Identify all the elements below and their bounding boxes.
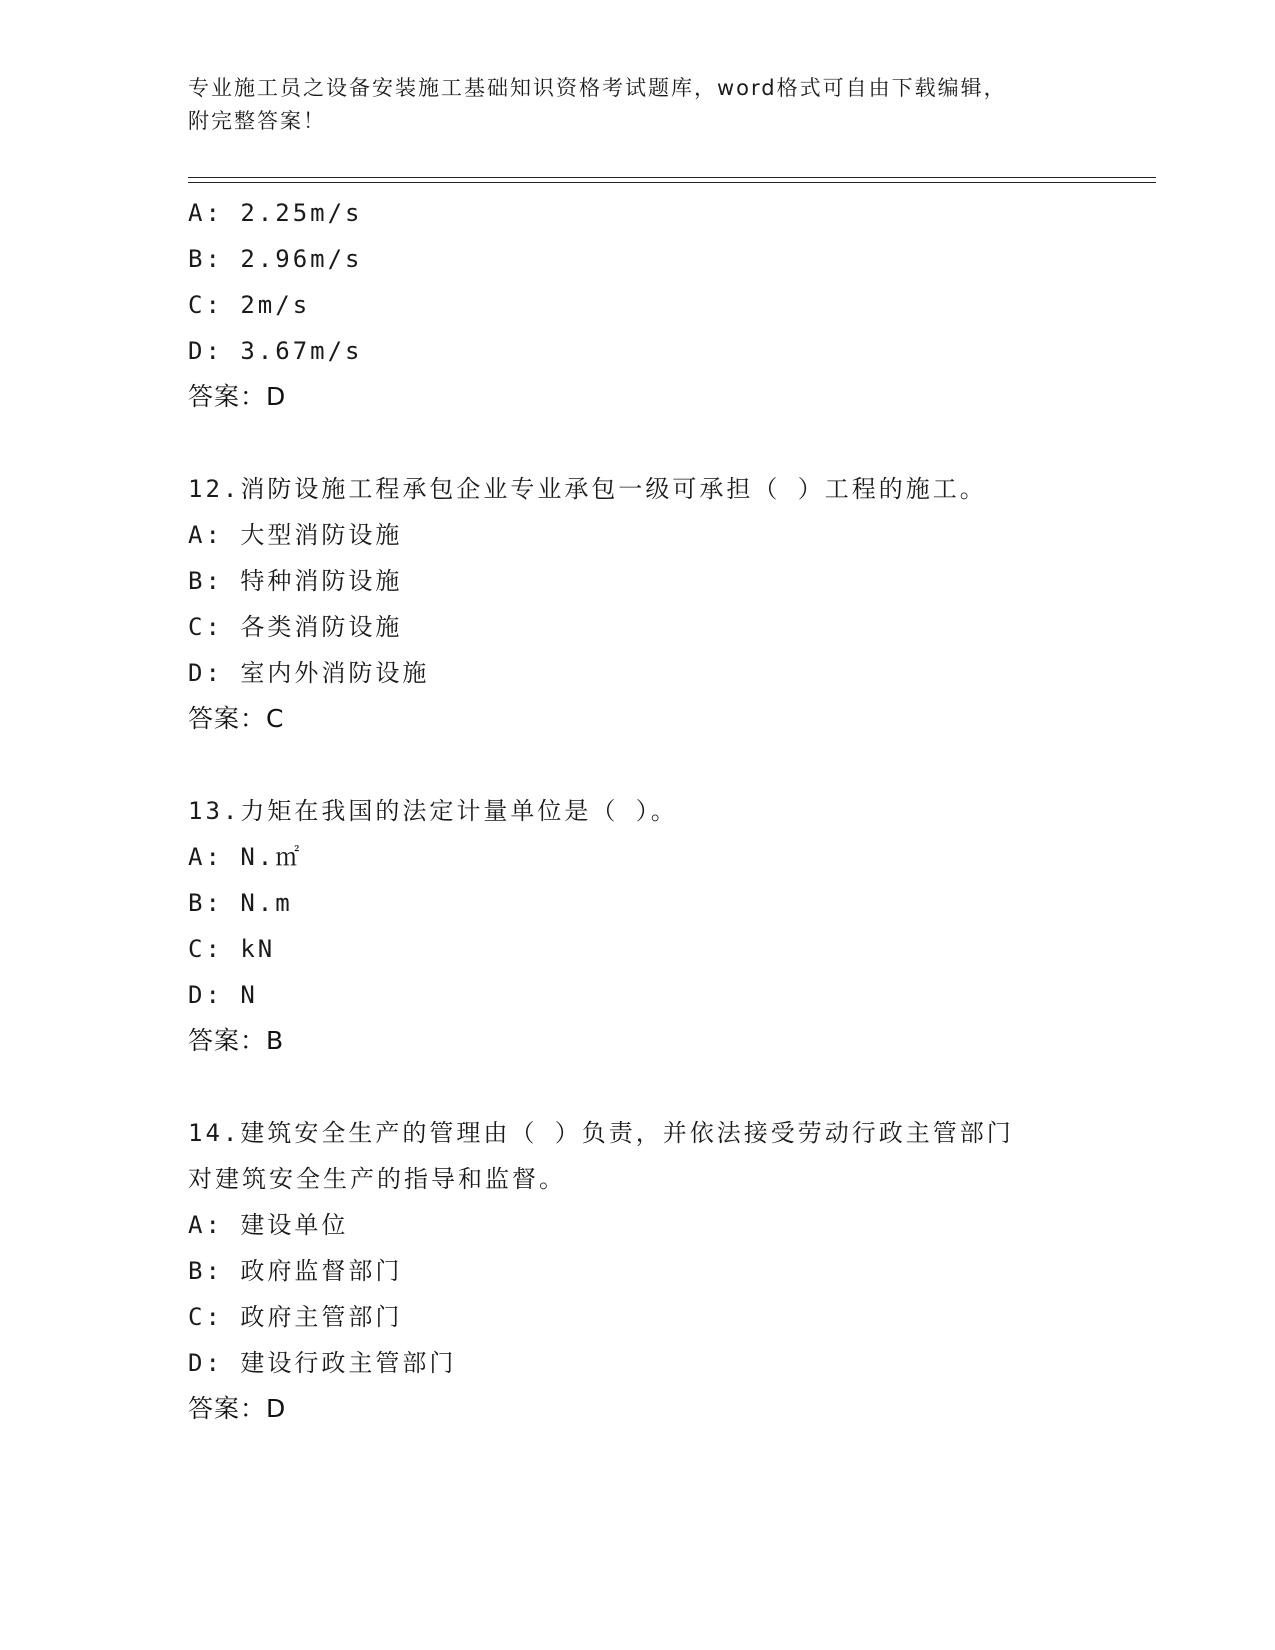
option-b: B: 特种消防设施 [188,567,403,595]
option-d: D: 室内外消防设施 [188,659,430,687]
option-a: A: 2.25m/s [188,199,363,227]
answer: 答案：D [188,382,287,411]
option-b: B: 2.96m/s [188,245,363,273]
option-b: B: N.m [188,889,293,917]
spacer [188,1064,1108,1110]
header-line-1: 专业施工员之设备安装施工基础知识资格考试题库，word格式可自由下载编辑， [188,76,1007,100]
header-double-rule [188,177,1156,183]
option-c: C: kN [188,935,276,963]
question-12 [188,466,1108,742]
question-text-line-2: 对建筑安全生产的指导和监督。 [188,1165,566,1193]
option-d: D: 3.67m/s [188,337,363,365]
question-text: 13.力矩在我国的法定计量单位是（ ）。 [188,797,678,825]
answer: 答案：D [188,1394,287,1423]
option-a: A: N.㎡ [188,843,303,871]
question-text: 12.消防设施工程承包企业专业承包一级可承担（ ）工程的施工。 [188,475,987,503]
option-a: A: 建设单位 [188,1211,349,1239]
option-c: C: 2m/s [188,291,311,319]
option-a: A: 大型消防设施 [188,521,403,549]
option-c: C: 各类消防设施 [188,613,403,641]
question-text-line-1: 14.建筑安全生产的管理由（ ）负责，并依法接受劳动行政主管部门 [188,1119,1014,1147]
question-13 [188,788,1108,1064]
option-c: C: 政府主管部门 [188,1303,403,1331]
option-d: D: 建设行政主管部门 [188,1349,457,1377]
question-list [188,190,1108,1432]
answer: 答案：B [188,1026,285,1055]
question-11 [188,190,1108,420]
option-d: D: N [188,981,258,1009]
answer: 答案：C [188,704,285,733]
document-header [188,72,1088,138]
spacer [188,420,1108,466]
question-14 [188,1110,1108,1432]
option-b: B: 政府监督部门 [188,1257,403,1285]
header-line-2: 附完整答案！ [188,109,326,133]
spacer [188,742,1108,788]
